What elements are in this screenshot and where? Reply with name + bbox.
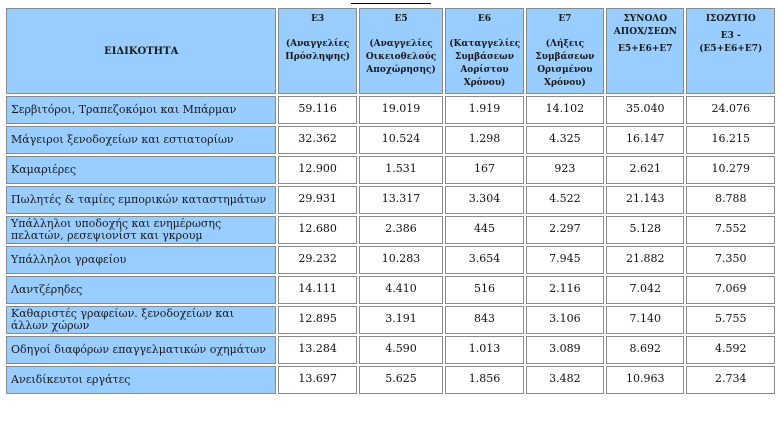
header-e5-desc: (Αναγγελίες Οικειοθελούς Αποχώρησης) [365, 39, 437, 75]
specialty-name: Καθαριστές γραφείων. ξενοδοχείων και άλλων χώρων [6, 306, 276, 334]
cell-total: 16.147 [606, 126, 684, 154]
table-row [6, 96, 775, 124]
header-total-code: ΣΥΝΟΛΟ ΑΠΟΧ/ΣΕΩΝ [613, 14, 677, 37]
cell-total: 10.963 [606, 366, 684, 394]
cell-e7: 4.522 [526, 186, 604, 214]
occupations-table [4, 6, 777, 396]
header-e3 [278, 8, 356, 94]
cell-e7: 923 [526, 156, 604, 184]
cell-balance: 7.069 [686, 276, 775, 304]
cell-e3: 14.111 [278, 276, 356, 304]
cell-e6: 1.856 [445, 366, 523, 394]
specialty-name: Ανειδίκευτοι εργάτες [6, 366, 276, 394]
cell-e5: 10.524 [359, 126, 443, 154]
cell-balance: 2.734 [686, 366, 775, 394]
header-balance [686, 8, 775, 94]
table-row [6, 306, 775, 334]
cell-e6: 1.298 [445, 126, 523, 154]
cell-e3: 13.697 [278, 366, 356, 394]
table-row [6, 366, 775, 394]
header-e5 [359, 8, 443, 94]
cell-e3: 12.680 [278, 216, 356, 244]
header-specialty [6, 8, 276, 94]
cell-total: 2.621 [606, 156, 684, 184]
header-e6 [445, 8, 523, 94]
cell-e6: 167 [445, 156, 523, 184]
specialty-name: Μάγειροι ξενοδοχείων και εστιατορίων [6, 126, 276, 154]
cell-total: 5.128 [606, 216, 684, 244]
cell-e5: 19.019 [359, 96, 443, 124]
cell-balance: 7.350 [686, 246, 775, 274]
specialty-name: Λαντζέρηδες [6, 276, 276, 304]
header-balance-desc: Ε3 - (Ε5+Ε6+Ε7) [699, 31, 763, 54]
specialty-name: Καμαριέρες [6, 156, 276, 184]
cell-e6: 3.654 [445, 246, 523, 274]
cell-balance: 4.592 [686, 336, 775, 364]
cell-total: 7.140 [606, 306, 684, 334]
cell-e5: 10.283 [359, 246, 443, 274]
table-row [6, 216, 775, 244]
header-balance-code: ΙΣΟΖΥΓΙΟ [705, 14, 756, 24]
header-e3-code: Ε3 [311, 14, 325, 24]
specialty-name: Σερβιτόροι, Τραπεζοκόμοι και Μπάρμαν [6, 96, 276, 124]
cell-e6: 1.013 [445, 336, 523, 364]
cell-e5: 1.531 [359, 156, 443, 184]
specialty-name: Υπάλληλοι υποδοχής και ενημέρωσης πελατών, ρεσεψιονίστ και γκρουμ [6, 216, 276, 244]
header-row [6, 8, 775, 94]
header-total [606, 8, 684, 94]
cell-e7: 3.482 [526, 366, 604, 394]
cell-e3: 12.895 [278, 306, 356, 334]
cell-e7: 2.116 [526, 276, 604, 304]
header-e6-desc: (Καταγγελίες Συμβάσεων Αορίστου Χρόνου) [449, 39, 521, 88]
specialty-name: Υπάλληλοι γραφείου [6, 246, 276, 274]
header-e5-code: Ε5 [394, 14, 408, 24]
cell-e6: 516 [445, 276, 523, 304]
table-row [6, 336, 775, 364]
cell-e7: 3.106 [526, 306, 604, 334]
cell-e6: 445 [445, 216, 523, 244]
table-row [6, 156, 775, 184]
header-e3-desc: (Αναγγελίες Πρόσληψης) [285, 39, 350, 62]
cell-e6: 843 [445, 306, 523, 334]
cell-e5: 13.317 [359, 186, 443, 214]
cell-e3: 12.900 [278, 156, 356, 184]
table-row [6, 186, 775, 214]
header-e7-code: Ε7 [558, 14, 572, 24]
header-e7-desc: (Λήξεις Συμβάσεων Ορισμένου Χρόνου) [535, 39, 595, 88]
cell-balance: 8.788 [686, 186, 775, 214]
cell-total: 7.042 [606, 276, 684, 304]
cell-balance: 5.755 [686, 306, 775, 334]
header-e6-code: Ε6 [477, 14, 492, 24]
cell-e7: 4.325 [526, 126, 604, 154]
cell-e5: 3.191 [359, 306, 443, 334]
cell-total: 35.040 [606, 96, 684, 124]
cell-total: 21.143 [606, 186, 684, 214]
cell-e5: 4.410 [359, 276, 443, 304]
cell-e7: 3.089 [526, 336, 604, 364]
cell-e7: 7.945 [526, 246, 604, 274]
cell-e6: 3.304 [445, 186, 523, 214]
cell-e5: 4.590 [359, 336, 443, 364]
cell-e7: 2.297 [526, 216, 604, 244]
header-specialty-label: ΕΙΔΙΚΟΤΗΤΑ [104, 45, 179, 57]
cell-balance: 16.215 [686, 126, 775, 154]
table-row [6, 276, 775, 304]
table-body [6, 96, 775, 394]
specialty-name: Οδηγοί διαφόρων επαγγελματικών οχημάτων [6, 336, 276, 364]
cell-balance: 7.552 [686, 216, 775, 244]
header-total-desc: Ε5+Ε6+Ε7 [618, 44, 673, 54]
cell-total: 8.692 [606, 336, 684, 364]
table-row [6, 246, 775, 274]
caption-underline [351, 3, 431, 4]
table-row [6, 126, 775, 154]
cell-e3: 59.116 [278, 96, 356, 124]
specialty-name: Πωλητές & ταμίες εμπορικών καταστημάτων [6, 186, 276, 214]
cell-e5: 2.386 [359, 216, 443, 244]
header-e7 [526, 8, 604, 94]
cell-balance: 24.076 [686, 96, 775, 124]
cell-e3: 29.931 [278, 186, 356, 214]
cell-e3: 32.362 [278, 126, 356, 154]
cell-e7: 14.102 [526, 96, 604, 124]
cell-e3: 29.232 [278, 246, 356, 274]
cell-balance: 10.279 [686, 156, 775, 184]
cell-e3: 13.284 [278, 336, 356, 364]
cell-total: 21.882 [606, 246, 684, 274]
cell-e6: 1.919 [445, 96, 523, 124]
cell-e5: 5.625 [359, 366, 443, 394]
